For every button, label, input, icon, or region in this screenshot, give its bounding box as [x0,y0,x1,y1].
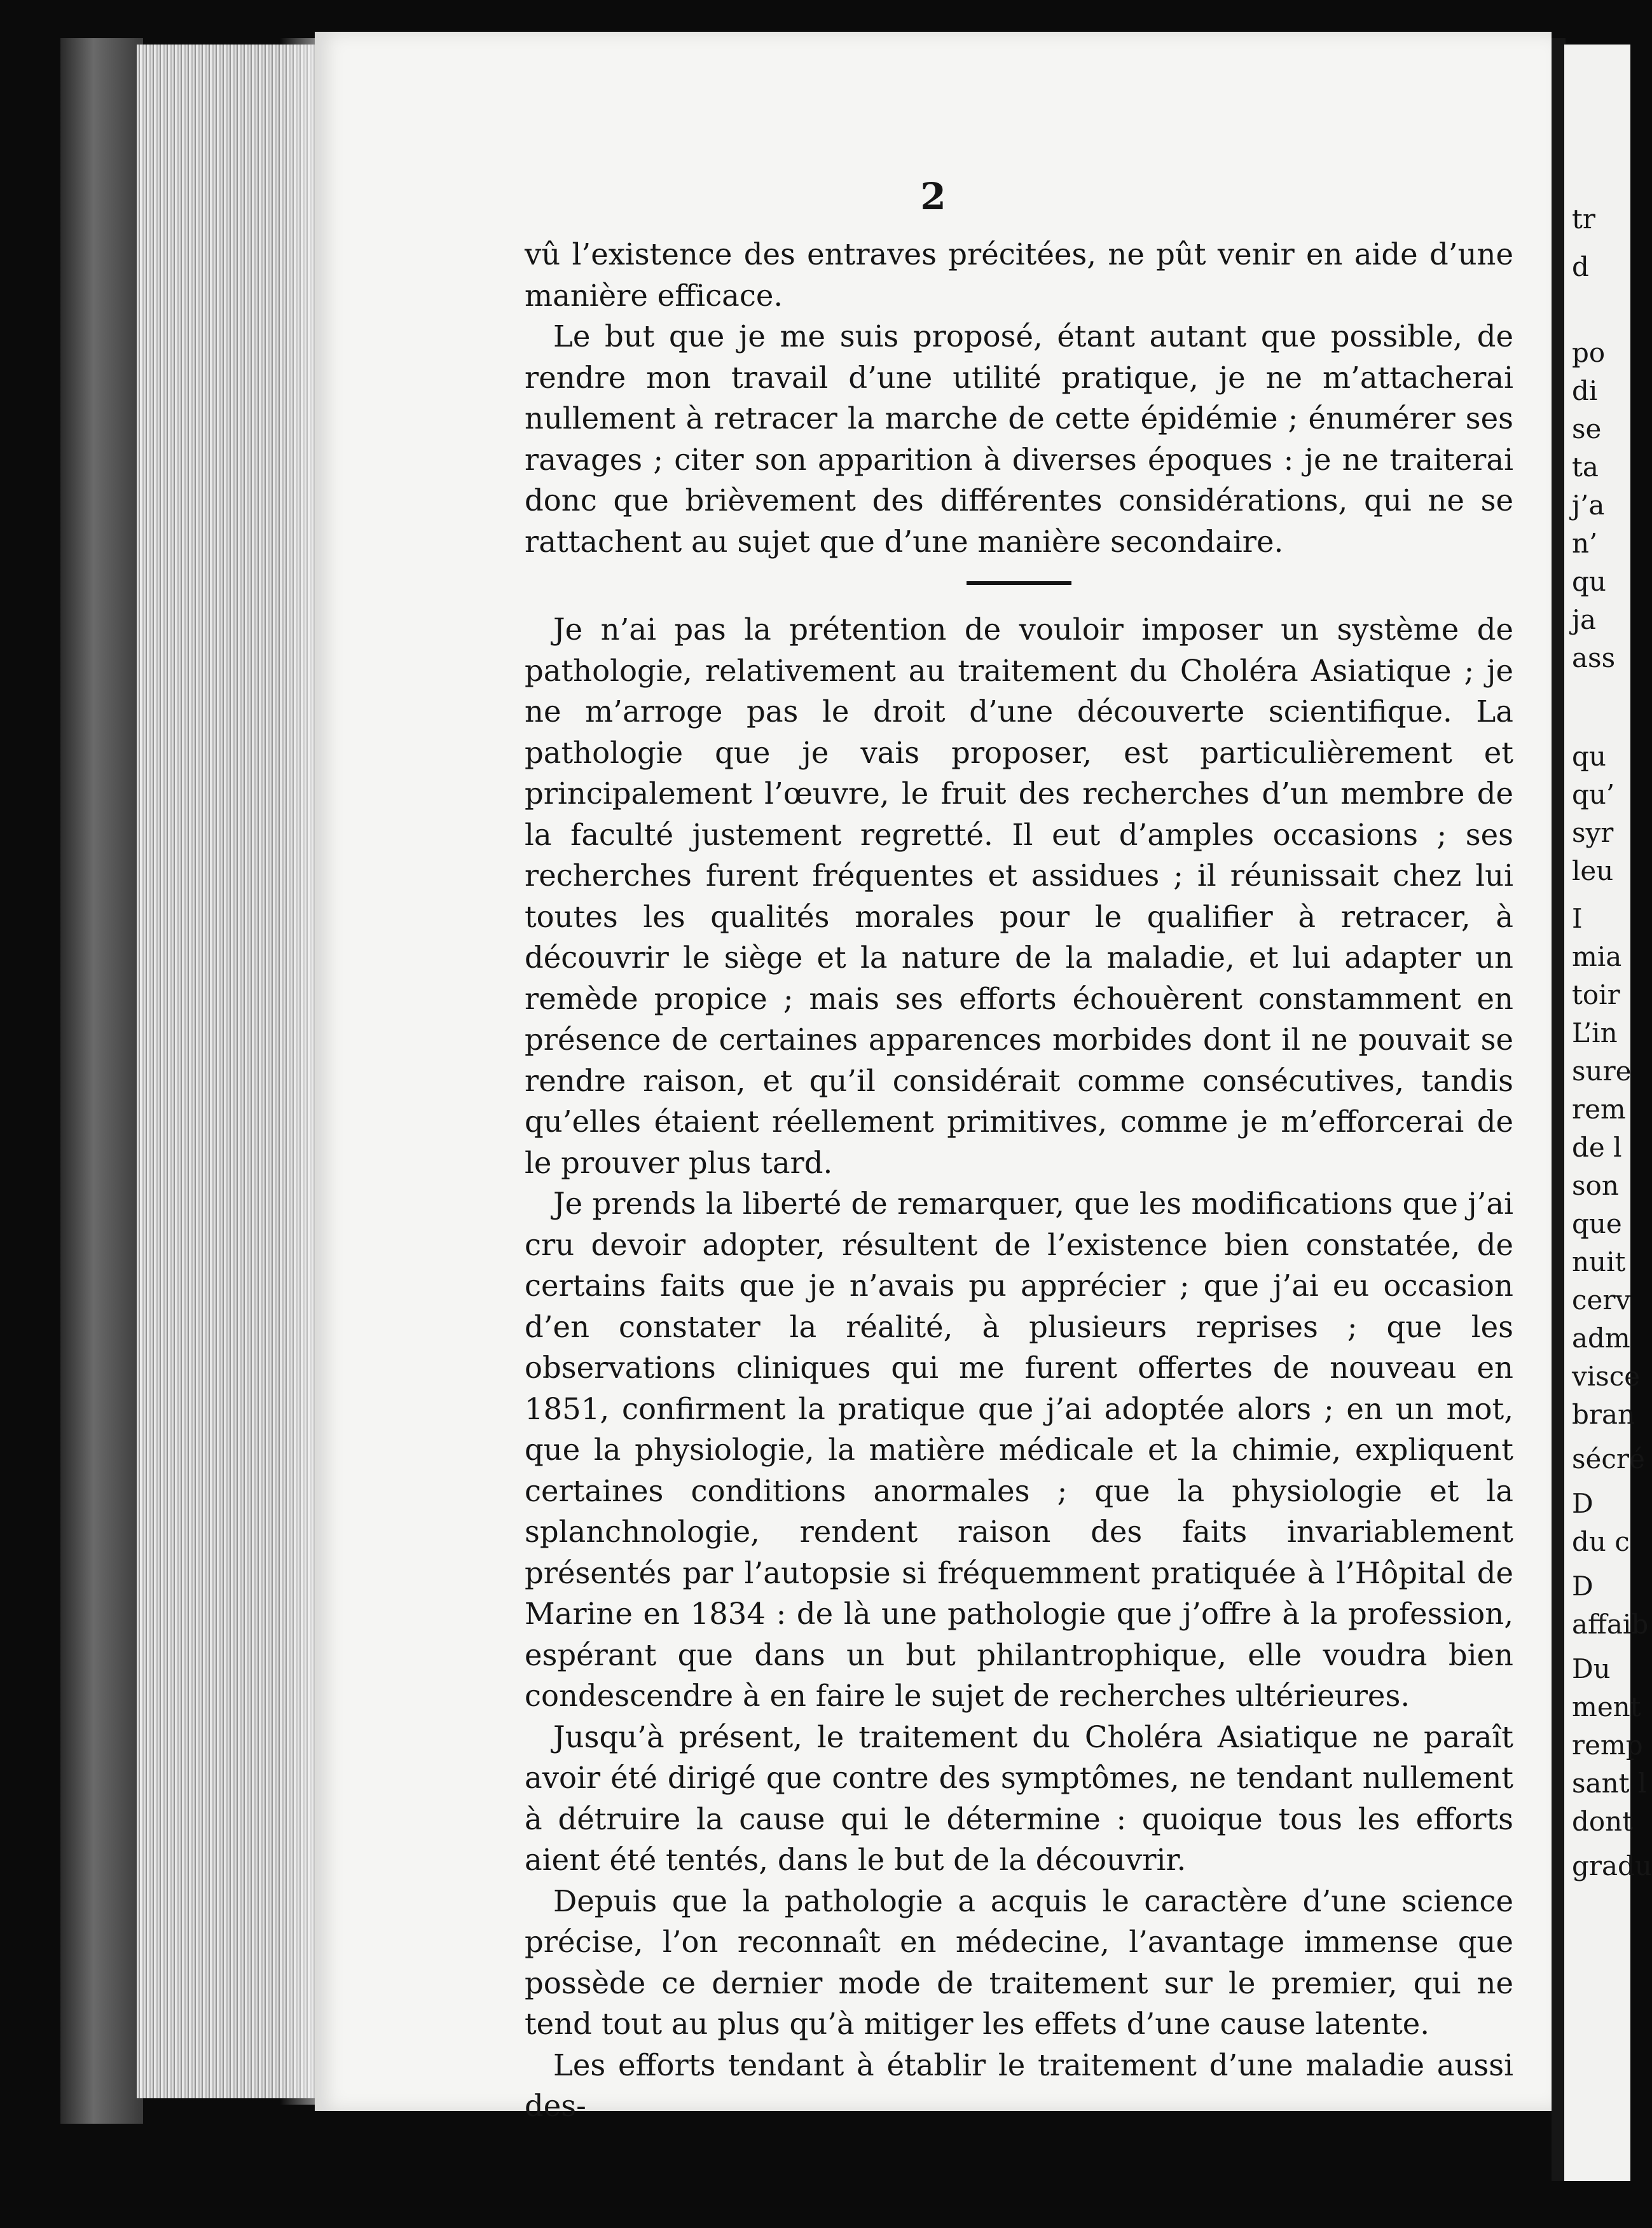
adjacent-page-fragment: d [1572,251,1589,282]
adjacent-page-fragment: sure [1572,1056,1632,1087]
adjacent-page-fragment: sécré [1572,1443,1645,1475]
adjacent-page-fragment: n’ [1572,528,1598,559]
adjacent-page-fragment: son [1572,1170,1619,1201]
adjacent-page-fragment: j’a [1572,490,1605,521]
adjacent-page [1564,45,1652,2181]
paragraph: Depuis que la pathologie a acquis le caractère d’une science précise, l’on reconnaît en médecine, l’avantage immense que possède ce dernier mode de traitement sur le premier, qui ne tend tout au plus qu’à mitiger les effets d’une cause latente. [525,1883,1513,2041]
paragraph: Je n’ai pas la prétention de vouloir imposer un système de pathologie, relativement au traitement du Choléra Asiatique ; je ne m’arroge pas le droit d’une découverte scientifique. La pathologie que je vais proposer, est particulièrement et principalement l’œuvre, le fruit des recherches d’un membre de la faculté justement regretté. Il eut d’amples occasions ; ses recherches furent fréquentes et assidues ; il réunissait chez lui toutes les qualités morales pour le qualifier à retracer, à découvrir le siège et la nature de la maladie, et lui adapter un remède propice ; mais ses efforts échouèrent constamment en présence de certaines apparences morbides dont il ne pouvait se rendre raison, et qu’il considérait comme consécutives, tandis qu’elles étaient réellement primitives, comme je m’efforcerai de le prouver plus tard. [525,612,1513,1180]
adjacent-page-fragment: ass [1572,642,1616,673]
adjacent-page-fragment: D [1572,1571,1593,1602]
adjacent-page-fragment: visce [1572,1361,1641,1392]
adjacent-page-fragment: mia [1572,941,1622,972]
page-text [525,234,1513,2127]
adjacent-page-fragment: qu’ [1572,779,1615,810]
adjacent-page-fragment: ment [1572,1691,1641,1723]
adjacent-page-fragment: du c [1572,1526,1630,1557]
adjacent-page-fragment: cerv [1572,1284,1631,1316]
adjacent-page-fragment: gradu [1572,1850,1652,1881]
adjacent-page-fragment: leu [1572,855,1614,886]
paragraph: Le but que je me suis proposé, étant autant que possible, de rendre mon travail d’une utilité pratique, je ne m’attacherai nullement à retracer la marche de cette épidémie ; énumérer ses ravages ; citer son apparition à diverses époques : je ne traiterai donc que brièvement des différentes considérations, qui ne se rattachent au sujet que d’une manière secondaire. [525,319,1513,559]
paragraph: Jusqu’à présent, le traitement du Choléra Asiatique ne paraît avoir été dirigé que contre des symptômes, ne tendant nullement à détruire la cause qui le détermine : quoique tous les efforts aient été tentés, dans le but de la découvrir. [525,1719,1513,1877]
adjacent-page-fragment: remp [1572,1729,1643,1761]
paragraph: Je prends la liberté de remarquer, que les modifications que j’ai cru devoir adopter, résultent de l’existence bien constatée, de certains faits que je n’avais pu apprécier ; que j’ai eu occasion d’en constater la réalité, à plusieurs reprises ; que les observations cliniques qui me furent offertes de nouveau en 1851, confirment la pratique que j’ai adoptée alors ; en un mot, que la physiologie, la matière médicale et la chimie, expliquent certaines conditions anormales ; que la physiologie et la splanchnologie, rendent raison des faits invariablement présentés par l’autopsie si fréquemment pratiquée à l’Hôpital de Marine en 1834 : de là une pathologie que j’offre à la profession, espérant que dans un but philantrophique, elle voudra bien condescendre à en faire le sujet de recherches ultérieures. [525,1186,1513,1713]
adjacent-page-fragment: I [1572,903,1583,934]
adjacent-page-fragment: qu [1572,566,1606,597]
adjacent-page-fragment: rem [1572,1094,1626,1125]
adjacent-page-fragment: tr [1572,203,1595,235]
paragraph: Les efforts tendant à établir le traitement d’une maladie aussi des- [525,2047,1513,2123]
adjacent-page-fragment: affaib [1572,1609,1649,1640]
page-gutter [1552,38,1566,2181]
section-rule [967,581,1071,585]
adjacent-page-fragment: nuit [1572,1246,1626,1277]
adjacent-page-fragment: D [1572,1488,1593,1519]
paragraph: vû l’existence des entraves précitées, ne pût venir en aide d’une manière efficace. [525,237,1513,313]
adjacent-page-fragment: ta [1572,451,1599,483]
adjacent-page-fragment: L’in [1572,1017,1618,1049]
page-number: 2 [920,175,946,218]
adjacent-page-fragment: adm [1572,1323,1630,1354]
adjacent-page-fragment: po [1572,337,1606,368]
adjacent-page-fragment: bran [1572,1399,1635,1430]
adjacent-page-fragment: dont [1572,1806,1634,1837]
adjacent-page-fragment: qu [1572,741,1606,772]
adjacent-page-fragment: Du [1572,1653,1611,1684]
adjacent-page-fragment: ja [1572,604,1597,635]
adjacent-page-fragment: de l [1572,1132,1622,1163]
book-spine-shadow [60,38,143,2124]
adjacent-page-fragment: toir [1572,979,1620,1010]
adjacent-page-fragment: sant l [1572,1768,1647,1799]
adjacent-page-fragment: di [1572,375,1598,406]
adjacent-page-fragment: se [1572,413,1602,444]
adjacent-page-fragment: syr [1572,817,1614,848]
adjacent-page-fragment: que [1572,1208,1622,1239]
